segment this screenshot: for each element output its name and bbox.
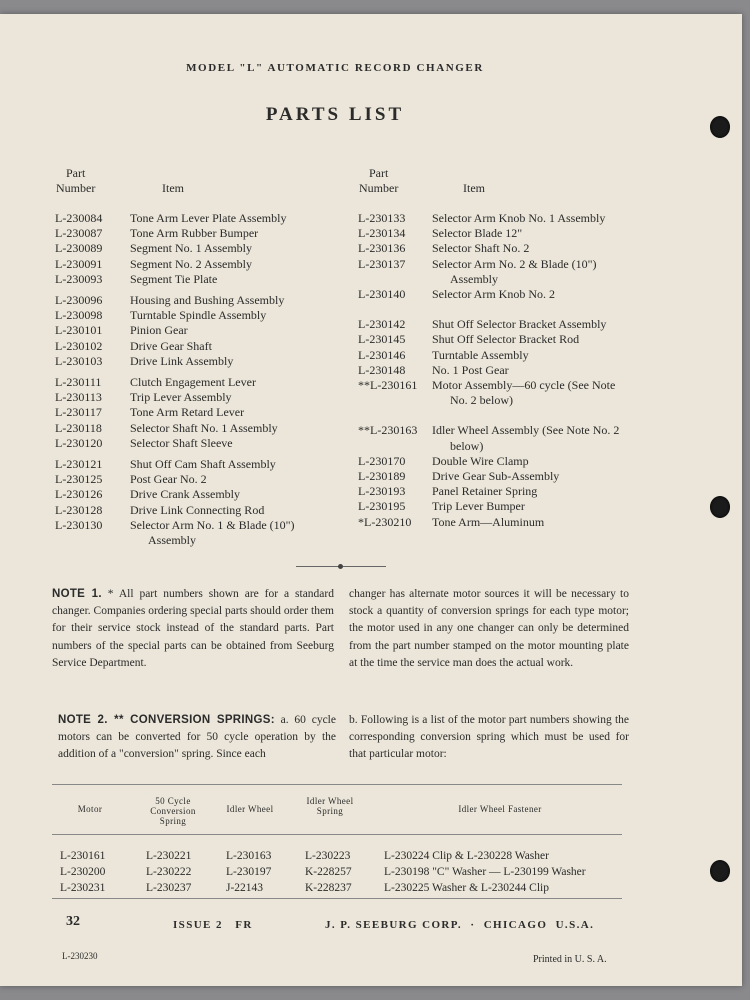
part-row (358, 469, 678, 484)
indent-spacer (55, 533, 130, 548)
table-cell: L-230197 (226, 866, 272, 878)
part-item: Trip Lever Bumper (432, 499, 525, 514)
section-divider (296, 566, 386, 567)
page-number: 32 (66, 914, 80, 929)
part-row (358, 287, 678, 302)
part-row (55, 421, 345, 436)
part-row (358, 454, 678, 469)
part-row (55, 436, 345, 451)
part-number: L-230121 (55, 457, 103, 472)
part-row (358, 499, 678, 514)
part-item: Shut Off Selector Bracket Rod (432, 332, 580, 347)
part-item: Segment Tie Plate (130, 271, 218, 286)
part-item: Selector Arm No. 2 & Blade (10") (432, 256, 597, 271)
part-row (358, 317, 678, 332)
part-number: L-230098 (55, 308, 103, 323)
part-number-header: Part Number (359, 166, 399, 195)
parts-list-right (358, 211, 678, 530)
part-item: Idler Wheel Assembly (See Note No. 2 (432, 423, 620, 438)
part-item: Selector Shaft Sleeve (130, 435, 233, 450)
part-number: L-230195 (358, 499, 406, 514)
part-number: L-230193 (358, 484, 406, 499)
part-number: L-230142 (358, 317, 406, 332)
part-number: L-230125 (55, 472, 103, 487)
part-item: Tone Arm Retard Lever (130, 405, 245, 420)
part-row (358, 423, 678, 438)
part-row (55, 323, 345, 338)
table-cell: K-228237 (305, 882, 352, 894)
table-cell: J-22143 (226, 882, 264, 894)
part-item: Drive Crank Assembly (130, 487, 240, 502)
motor-cell: L-230200 (60, 866, 106, 878)
part-row (55, 272, 345, 287)
part-number: L-230189 (358, 469, 406, 484)
part-item: Drive Gear Sub-Assembly (432, 469, 560, 484)
part-row (55, 457, 345, 472)
part-item: Selector Shaft No. 2 (432, 241, 530, 256)
model-heading: MODEL "L" AUTOMATIC RECORD CHANGER (186, 62, 484, 74)
part-row-continued (358, 393, 678, 408)
part-row (55, 518, 345, 533)
part-item: Selector Shaft No. 1 Assembly (130, 420, 278, 435)
part-number: L-230148 (358, 362, 406, 377)
company-label: J. P. SEEBURG CORP. · CHICAGO U.S.A. (325, 919, 595, 931)
part-item: Selector Blade 12" (432, 226, 523, 241)
part-row (358, 241, 678, 256)
part-number: **L-230161 (358, 378, 418, 393)
table-cell: L-230237 (146, 882, 192, 894)
part-item: Pinion Gear (130, 323, 188, 338)
part-item: No. 1 Post Gear (432, 362, 509, 377)
part-number: L-230096 (55, 293, 103, 308)
part-number: L-230140 (358, 287, 406, 302)
part-row-continued (358, 272, 678, 287)
table-header-motor: Motor (77, 804, 103, 814)
table-cell: L-230224 Clip & L-230228 Washer (384, 850, 549, 862)
printed-in-label: Printed in U. S. A. (533, 954, 607, 965)
note-2-left: NOTE 2. ** CONVERSION SPRINGS: a. 60 cycle motors can be converted for 50 cycle operation by the addition of a "conversion" spring. Since each (58, 714, 336, 761)
part-row-continued (55, 533, 345, 548)
part-number: L-230103 (55, 353, 103, 368)
part-row (55, 375, 345, 390)
part-row (358, 348, 678, 363)
part-row (358, 257, 678, 272)
table-header-rule (52, 834, 622, 835)
part-item: Segment No. 1 Assembly (130, 241, 252, 256)
part-number: **L-230163 (358, 423, 418, 438)
part-number: L-230089 (55, 241, 103, 256)
indent-spacer (358, 272, 432, 287)
table-cell: L-230222 (146, 866, 192, 878)
part-item: Panel Retainer Spring (432, 484, 538, 499)
part-row (358, 378, 678, 393)
item-header: Item (162, 181, 184, 195)
part-item: Tone Arm—Aluminum (432, 514, 545, 529)
part-number: L-230113 (55, 390, 102, 405)
part-number: L-230146 (358, 347, 406, 362)
item-header: Item (463, 181, 485, 195)
part-number: L-230117 (55, 405, 102, 420)
part-item: Segment No. 2 Assembly (130, 256, 252, 271)
table-cell: L-230225 Washer & L-230244 Clip (384, 882, 549, 894)
part-row (358, 211, 678, 226)
part-item: Selector Arm No. 1 & Blade (10") (130, 517, 295, 532)
table-top-rule (52, 784, 622, 785)
part-number: L-230130 (55, 517, 103, 532)
part-number: L-230091 (55, 256, 103, 271)
part-number: *L-230210 (358, 514, 412, 529)
part-item: Drive Gear Shaft (130, 338, 212, 353)
part-row (358, 332, 678, 347)
table-header-idler-wheel-fastener: Idler Wheel Fastener (458, 804, 542, 814)
part-item: Trip Lever Assembly (130, 390, 232, 405)
motor-cell: L-230161 (60, 850, 106, 862)
part-row (55, 390, 345, 405)
parts-list-left (55, 211, 345, 548)
part-item: Turntable Spindle Assembly (130, 308, 267, 323)
motor-cell: L-230231 (60, 882, 106, 894)
part-number: L-230118 (55, 420, 102, 435)
table-cell: L-230163 (226, 850, 272, 862)
part-number: L-230093 (55, 271, 103, 286)
part-number: L-230126 (55, 487, 103, 502)
part-item: Double Wire Clamp (432, 453, 529, 468)
table-cell: L-230221 (146, 850, 192, 862)
table-header-conversion-spring: 50 Cycle Conversion Spring (150, 796, 196, 826)
part-row (55, 257, 345, 272)
part-row (358, 363, 678, 378)
binder-hole (710, 496, 730, 518)
list-spacer (358, 408, 678, 423)
part-row (55, 226, 345, 241)
table-cell: L-230198 "C" Washer — L-230199 Washer (384, 866, 586, 878)
document-number: L-230230 (62, 951, 98, 961)
part-item: Turntable Assembly (432, 347, 529, 362)
part-number: L-230170 (358, 453, 406, 468)
part-number: L-230087 (55, 226, 103, 241)
part-row (55, 503, 345, 518)
part-number: L-230111 (55, 375, 102, 390)
part-item: Housing and Bushing Assembly (130, 293, 285, 308)
part-item: Selector Arm Knob No. 1 Assembly (432, 211, 606, 225)
part-number: L-230133 (358, 211, 406, 225)
document-page (0, 14, 742, 986)
part-row (358, 484, 678, 499)
note-2-right: b. Following is a list of the motor part numbers showing the corresponding conversion spring which must be used for that particular motor: (349, 714, 629, 761)
part-item: Clutch Engagement Lever (130, 375, 256, 390)
part-row (55, 339, 345, 354)
indent-spacer (358, 393, 432, 408)
part-row (358, 226, 678, 241)
part-row (55, 487, 345, 502)
part-item: Shut Off Cam Shaft Assembly (130, 457, 276, 472)
part-number: L-230145 (358, 332, 406, 347)
part-item-continued: Assembly (148, 533, 196, 548)
note-1-right: changer has alternate motor sources it will be necessary to stock a quantity of conversion springs for each type motor; the motor used in any one changer can only be determined from the part number stamped on the motor mounting plate at the time the service man does the actual work. (349, 588, 629, 669)
part-row (55, 405, 345, 420)
part-item: Motor Assembly—60 cycle (See Note (432, 378, 616, 393)
part-number: L-230128 (55, 502, 103, 517)
part-item-continued: No. 2 below) (450, 393, 513, 408)
part-item: Shut Off Selector Bracket Assembly (432, 317, 607, 332)
part-number: L-230134 (358, 226, 406, 241)
part-item: Selector Arm Knob No. 2 (432, 287, 555, 302)
part-row (55, 241, 345, 256)
table-header-idler-wheel: Idler Wheel (226, 804, 274, 814)
binder-hole (710, 860, 730, 882)
part-number: L-230084 (55, 211, 103, 225)
part-number: L-230102 (55, 338, 103, 353)
list-spacer (358, 302, 678, 317)
part-number-header: Part Number (56, 166, 96, 195)
part-row-continued (358, 439, 678, 454)
part-number: L-230101 (55, 323, 103, 338)
part-item: Drive Link Assembly (130, 353, 234, 368)
part-item-continued: below) (450, 438, 484, 453)
part-row (55, 308, 345, 323)
part-number: L-230136 (358, 241, 406, 256)
part-number: L-230120 (55, 435, 103, 450)
part-row (55, 354, 345, 369)
part-item-continued: Assembly (450, 271, 498, 286)
part-item: Tone Arm Lever Plate Assembly (130, 211, 287, 225)
page-title: PARTS LIST (265, 104, 405, 125)
table-cell: L-230223 (305, 850, 351, 862)
table-header-idler-wheel-spring: Idler Wheel Spring (306, 796, 354, 816)
part-number: L-230137 (358, 256, 406, 271)
part-item: Tone Arm Rubber Bumper (130, 226, 259, 241)
part-row (55, 472, 345, 487)
note-1-left: NOTE 1. * All part numbers shown are for a standard changer. Companies ordering special parts should order them for their service stock instead of the standard parts. Part numbers of the special parts can be obtained from Seeburg Service Department. (52, 588, 334, 669)
binder-hole (710, 116, 730, 138)
table-cell: K-228257 (305, 866, 352, 878)
table-bottom-rule (52, 898, 622, 899)
part-row (358, 515, 678, 530)
indent-spacer (358, 439, 432, 454)
part-row (55, 211, 345, 226)
part-item: Post Gear No. 2 (130, 472, 207, 487)
part-row (55, 293, 345, 308)
part-item: Drive Link Connecting Rod (130, 502, 265, 517)
issue-label: ISSUE 2 FR (173, 919, 253, 931)
